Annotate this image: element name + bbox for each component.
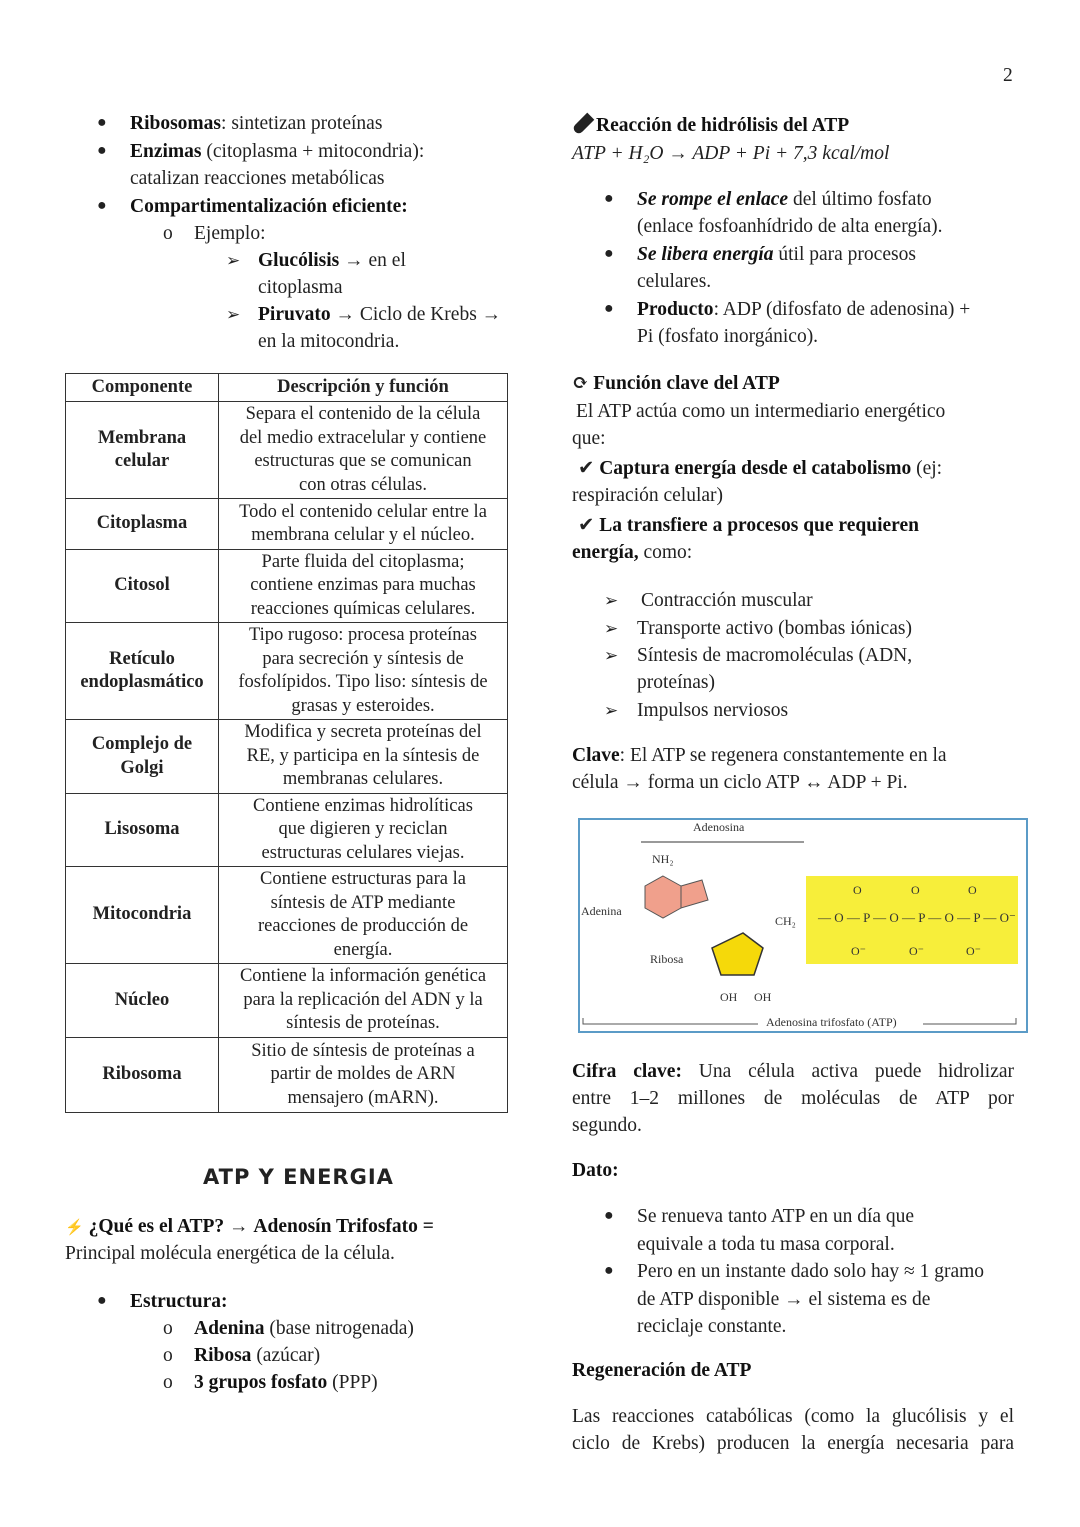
description-line: contiene enzimas para muchas bbox=[250, 575, 476, 596]
arrow-bullet-icon: ➢ bbox=[604, 619, 619, 638]
arrow-bullet-icon: ➢ bbox=[226, 305, 241, 324]
table-row bbox=[66, 499, 508, 550]
process-item: Contracción muscular bbox=[641, 590, 813, 611]
component-name-line: Citosol bbox=[114, 575, 170, 596]
atp-definition: Principal molécula energética de la célula. bbox=[65, 1243, 395, 1264]
table-row bbox=[66, 867, 508, 964]
component-description bbox=[219, 964, 508, 1038]
description-line: Contiene estructuras para la bbox=[260, 869, 466, 889]
arrow-bullet-icon: ➢ bbox=[604, 591, 619, 610]
bullet-text: útil para procesos bbox=[773, 244, 916, 265]
cifra-clave: Cifra clave: Una célula activa puede hidrolizar bbox=[572, 1061, 1015, 1082]
description-line: Todo el contenido celular entre la bbox=[239, 501, 487, 522]
dato-label: Dato: bbox=[572, 1160, 619, 1181]
description-line: Contiene enzimas hidrolíticas bbox=[253, 795, 473, 816]
process-item: Síntesis de macromoléculas (ADN, bbox=[637, 645, 913, 666]
component-description bbox=[219, 623, 508, 720]
regen-title: Regeneración de ATP bbox=[572, 1360, 752, 1381]
reaction-bullet bbox=[637, 241, 916, 268]
svg-text:O⁻: O⁻ bbox=[909, 944, 924, 958]
function-intro: que: bbox=[572, 428, 606, 449]
adenosina-label: Adenosina bbox=[693, 820, 745, 834]
organelle-table bbox=[65, 373, 508, 1113]
circle-bullet-icon: o bbox=[163, 1345, 173, 1366]
svg-text:O: O bbox=[968, 883, 977, 897]
bullet-icon: ● bbox=[97, 197, 107, 214]
structure-part bbox=[194, 1342, 320, 1369]
component-name-line: endoplasmático bbox=[80, 672, 204, 692]
component-description bbox=[219, 720, 508, 794]
table-header: Componente bbox=[66, 374, 219, 402]
description-line: energía. bbox=[333, 939, 393, 960]
description-line: estructuras celulares viejas. bbox=[261, 842, 465, 863]
clave-note: Clave: El ATP se regenera constantemente en la bbox=[572, 745, 947, 766]
component-description bbox=[219, 499, 508, 550]
description-line: Sitio de síntesis de proteínas a bbox=[251, 1040, 475, 1061]
bullet-icon: ● bbox=[97, 142, 107, 159]
bullet-icon: ● bbox=[604, 1207, 614, 1224]
description-line: Parte fluida del citoplasma; bbox=[261, 551, 465, 572]
arrow-bullet-icon: ➢ bbox=[604, 646, 619, 665]
bullet-text: (enlace fosfoanhídrido de alta energía). bbox=[637, 216, 943, 237]
structure-part bbox=[194, 1315, 414, 1342]
process-item: Impulsos nerviosos bbox=[637, 700, 789, 721]
circle-bullet-icon: o bbox=[163, 223, 173, 244]
dato-text: de ATP disponible → el sistema es de bbox=[637, 1288, 931, 1310]
bullet-text: Pi (fosfato inorgánico). bbox=[637, 326, 819, 347]
bullet-compartimentalizacion: Compartimentalización eficiente: bbox=[130, 196, 408, 217]
svg-text:O: O bbox=[911, 883, 920, 897]
component-name bbox=[66, 402, 219, 499]
description-line: membrana celular y el núcleo. bbox=[251, 525, 475, 545]
component-name-line: Membrana bbox=[97, 427, 187, 448]
component-name bbox=[66, 499, 219, 550]
description-line: con otras células. bbox=[299, 474, 427, 495]
regen-text: ciclo de Krebs) producen la energía necesaria para bbox=[572, 1433, 1014, 1454]
check-transfer: ✔ La transfiere a procesos que requieren bbox=[578, 515, 919, 536]
circle-bullet-icon: o bbox=[163, 1372, 173, 1393]
description-line: que digieren y reciclan bbox=[278, 819, 448, 840]
description-line: del medio extracelular y contiene bbox=[239, 427, 487, 448]
reaction-bullet bbox=[637, 296, 970, 323]
regen-text: Las reacciones catabólicas (como la glucólisis y el bbox=[572, 1406, 1014, 1427]
ribosa-label: Ribosa bbox=[650, 952, 684, 966]
part-desc: (azúcar) bbox=[251, 1345, 321, 1366]
bullet-bold: Producto bbox=[637, 299, 714, 320]
bullet-icon: ● bbox=[604, 190, 614, 207]
description-line: para secreción y síntesis de bbox=[262, 648, 464, 669]
component-name-line: Golgi bbox=[120, 757, 164, 778]
component-name-line: Citoplasma bbox=[96, 513, 188, 534]
component-name bbox=[66, 964, 219, 1038]
check-icon: ✔ bbox=[578, 515, 595, 536]
component-name bbox=[66, 867, 219, 964]
bullet-text: : ADP (difosfato de adenosina) + bbox=[713, 299, 971, 320]
description-line: fosfolípidos. Tipo liso: síntesis de bbox=[238, 672, 488, 692]
description-line: para la replicación del ADN y la bbox=[243, 989, 483, 1010]
component-name-line: Complejo de bbox=[91, 734, 193, 754]
component-name bbox=[66, 550, 219, 623]
check-icon: ✔ bbox=[578, 458, 595, 479]
example-glucolisis: Glucólisis → en el bbox=[258, 250, 406, 271]
lightning-icon: ⚡ bbox=[65, 1220, 84, 1236]
svg-text:O: O bbox=[853, 883, 862, 897]
example-label: Ejemplo: bbox=[194, 223, 266, 244]
check-text: respiración celular) bbox=[572, 485, 724, 506]
component-name-line: Núcleo bbox=[114, 989, 170, 1010]
bullet-icon: ● bbox=[97, 114, 107, 131]
svg-text:— O — P — O — P — O — P — O⁻: — O — P — O — P — O — P — O⁻ bbox=[818, 910, 1016, 925]
component-name-line: Retículo bbox=[109, 648, 175, 669]
check-capture: ✔ Captura energía desde el catabolismo (ej: bbox=[578, 458, 943, 479]
component-name-line: celular bbox=[114, 451, 170, 471]
part-name: 3 grupos fosfato bbox=[194, 1372, 328, 1393]
table-row bbox=[66, 1038, 508, 1113]
description-line: síntesis de proteínas. bbox=[286, 1013, 440, 1034]
description-line: Separa el contenido de la célula bbox=[245, 404, 481, 424]
component-description bbox=[219, 867, 508, 964]
process-item: Transporte activo (bombas iónicas) bbox=[637, 618, 912, 639]
function-intro: El ATP actúa como un intermediario energético bbox=[576, 401, 946, 422]
dato-text: Se renueva tanto ATP en un día que bbox=[637, 1206, 915, 1227]
bullet-icon: ● bbox=[604, 1262, 614, 1279]
component-name-line: Ribosoma bbox=[102, 1064, 182, 1085]
test-tube-icon bbox=[572, 113, 595, 136]
description-line: síntesis de ATP mediante bbox=[270, 892, 456, 913]
description-line: RE, y participa en la síntesis de bbox=[246, 745, 480, 766]
reaction-title: Reacción de hidrólisis del ATP bbox=[572, 112, 849, 139]
description-line: grasas y esteroides. bbox=[291, 695, 435, 716]
description-line: membranas celulares. bbox=[282, 769, 444, 790]
bullet-text: catalizan reacciones metabólicas bbox=[130, 168, 385, 189]
dato-text: equivale a toda tu masa corporal. bbox=[637, 1233, 895, 1255]
oh-label: OH bbox=[754, 990, 772, 1004]
description-line: reacciones químicas celulares. bbox=[250, 598, 476, 619]
component-name-line: Mitocondria bbox=[92, 904, 192, 925]
description-line: Modifica y secreta proteínas del bbox=[244, 722, 482, 743]
bullet-ribosomas: Ribosomas: sintetizan proteínas bbox=[130, 113, 383, 134]
bullet-icon: ● bbox=[97, 1292, 107, 1309]
component-name bbox=[66, 794, 219, 867]
what-is-atp: ⚡ ¿Qué es el ATP? → Adenosín Trifosfato = bbox=[65, 1216, 434, 1237]
component-name bbox=[66, 623, 219, 720]
dato-text: Pero en un instante dado solo hay ≈ 1 gramo bbox=[637, 1261, 985, 1282]
table-row bbox=[66, 550, 508, 623]
check-text: energía, como: bbox=[572, 542, 693, 563]
table-row bbox=[66, 402, 508, 499]
atp-structure-diagram bbox=[578, 818, 1028, 1033]
arrow-bullet-icon: ➢ bbox=[604, 701, 619, 720]
atp-label: Adenosina trifosfato (ATP) bbox=[766, 1015, 897, 1029]
cifra-text: segundo. bbox=[572, 1115, 642, 1136]
description-line: estructuras que se comunican bbox=[254, 451, 472, 471]
component-name-line: Lisosoma bbox=[104, 819, 180, 840]
description-line: reacciones de producción de bbox=[257, 916, 469, 936]
reaction-bullet bbox=[637, 186, 932, 213]
part-desc: (base nitrogenada) bbox=[264, 1318, 414, 1339]
cycle-icon: ⟳ bbox=[572, 373, 589, 394]
section-title: ATP Y ENERGIA bbox=[203, 1165, 394, 1189]
component-description bbox=[219, 1038, 508, 1113]
example-text: citoplasma bbox=[258, 277, 343, 298]
example-piruvato: Piruvato → Ciclo de Krebs → bbox=[258, 304, 502, 325]
structure-part bbox=[194, 1369, 378, 1396]
description-line: partir de moldes de ARN bbox=[270, 1064, 456, 1085]
estructura-label: Estructura: bbox=[130, 1291, 228, 1312]
description-line: mensajero (mARN). bbox=[287, 1087, 439, 1108]
component-description bbox=[219, 794, 508, 867]
part-name: Ribosa bbox=[194, 1345, 252, 1366]
part-name: Adenina bbox=[194, 1318, 265, 1339]
bullet-bold: Se libera energía bbox=[637, 244, 774, 265]
bullet-bold: Se rompe el enlace bbox=[637, 189, 789, 210]
table-row bbox=[66, 964, 508, 1038]
bullet-text: celulares. bbox=[637, 271, 712, 292]
part-desc: (PPP) bbox=[327, 1372, 378, 1393]
nh2-label: NH₂ bbox=[652, 852, 674, 866]
circle-bullet-icon: o bbox=[163, 1318, 173, 1339]
oh-label: OH bbox=[720, 990, 738, 1004]
page-number: 2 bbox=[1003, 65, 1013, 86]
ch2-label: CH₂ bbox=[775, 914, 796, 928]
process-item: proteínas) bbox=[637, 672, 715, 693]
table-row bbox=[66, 623, 508, 720]
component-description bbox=[219, 550, 508, 623]
function-title: ⟳ Función clave del ATP bbox=[572, 373, 780, 394]
cifra-text: entre 1–2 millones de moléculas de ATP por bbox=[572, 1088, 1014, 1109]
table-row bbox=[66, 794, 508, 867]
svg-text:O⁻: O⁻ bbox=[851, 944, 866, 958]
component-description bbox=[219, 402, 508, 499]
svg-text:O⁻: O⁻ bbox=[966, 944, 981, 958]
bullet-icon: ● bbox=[604, 245, 614, 262]
component-name bbox=[66, 1038, 219, 1113]
clave-text: célula → forma un ciclo ATP ↔ ADP + Pi. bbox=[572, 772, 908, 793]
table-row bbox=[66, 720, 508, 794]
description-line: Contiene la información genética bbox=[239, 966, 487, 987]
table-header: Descripción y función bbox=[219, 374, 508, 402]
arrow-bullet-icon: ➢ bbox=[226, 251, 241, 270]
bullet-text: del último fosfato bbox=[788, 189, 932, 210]
dato-text: reciclaje constante. bbox=[637, 1316, 787, 1337]
bullet-icon: ● bbox=[604, 300, 614, 317]
description-line: Tipo rugoso: procesa proteínas bbox=[249, 625, 477, 645]
component-name bbox=[66, 720, 219, 794]
adenina-label: Adenina bbox=[581, 904, 622, 918]
example-text: en la mitocondria. bbox=[258, 331, 400, 352]
bullet-enzimas: Enzimas (citoplasma + mitocondria): bbox=[130, 141, 425, 162]
hydrolysis-equation: ATP + H₂O → ADP + Pi + 7,3 kcal/mol bbox=[572, 143, 890, 164]
